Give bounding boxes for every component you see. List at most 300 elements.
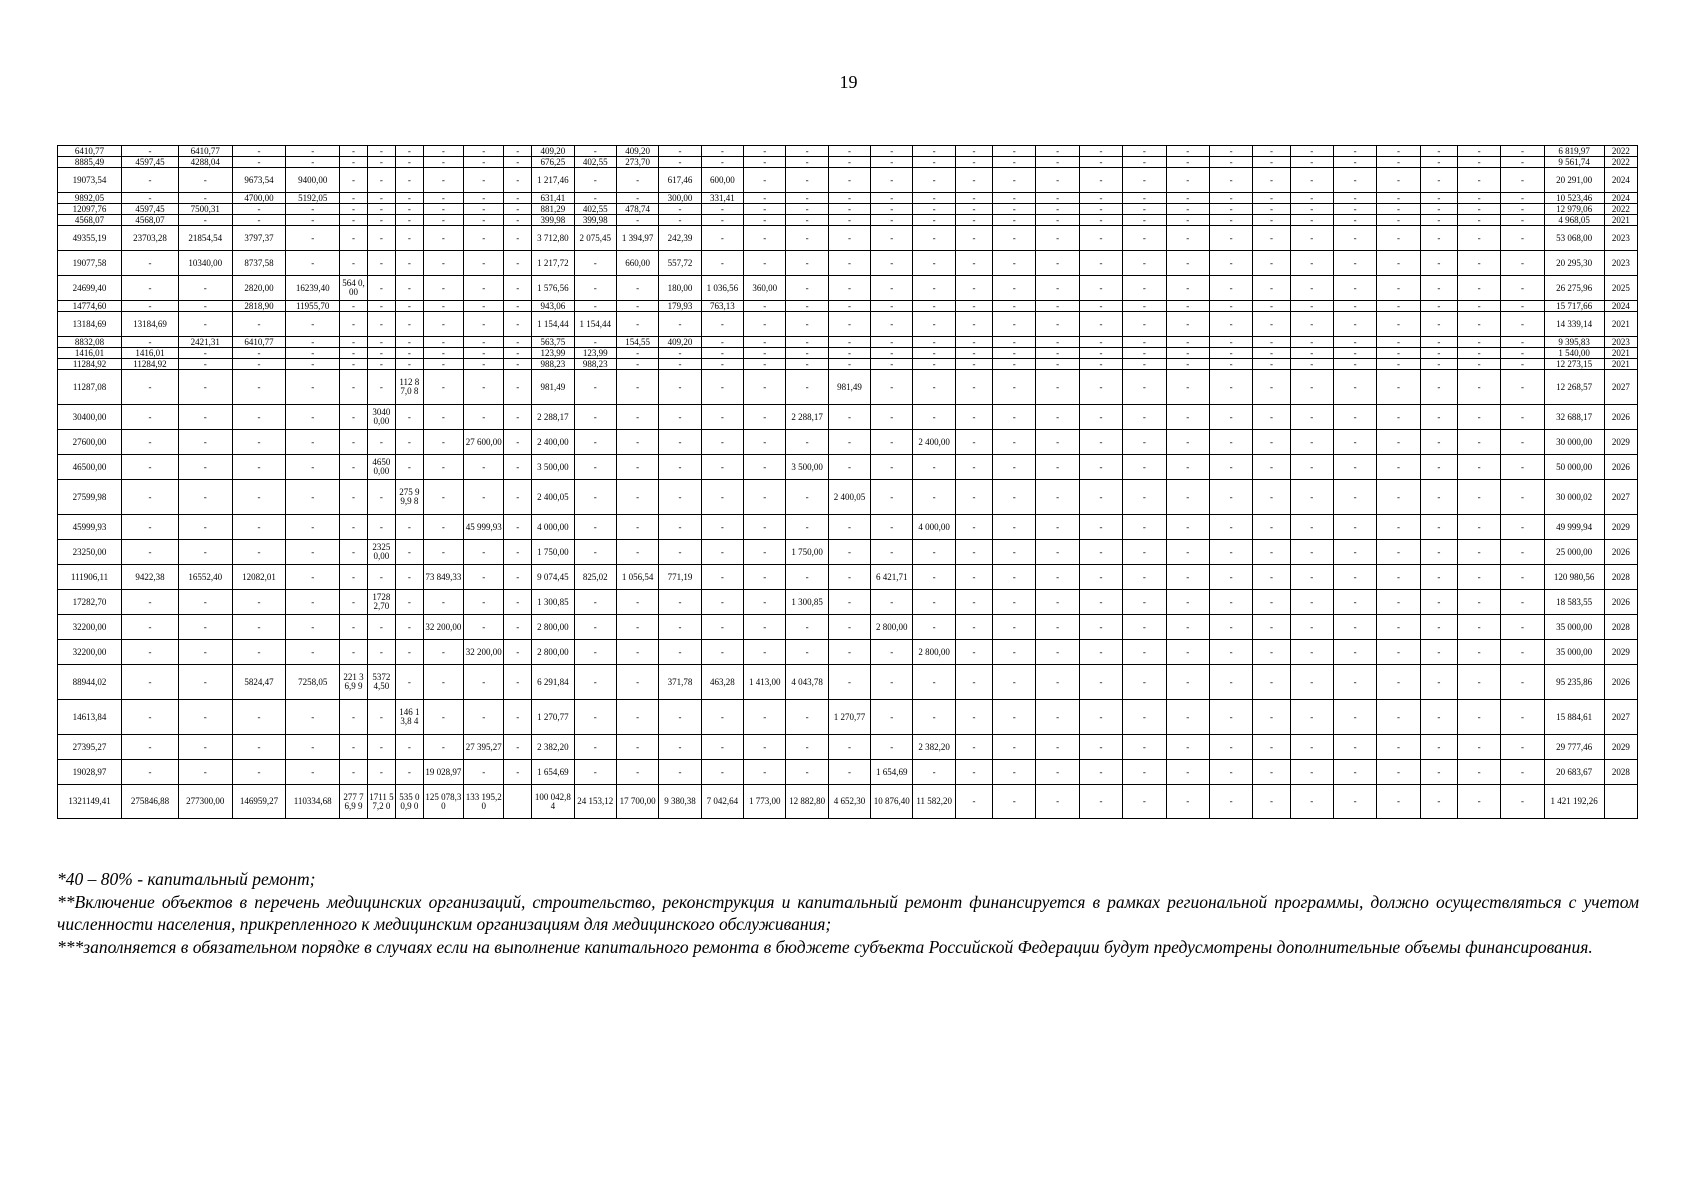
table-cell: - <box>232 760 286 785</box>
table-cell: - <box>1457 193 1500 204</box>
table-cell: - <box>1333 226 1376 251</box>
table-cell: - <box>367 226 395 251</box>
table-cell: - <box>1253 785 1290 819</box>
table-cell: 20 683,67 <box>1544 760 1604 785</box>
table-cell: 12 979,06 <box>1544 204 1604 215</box>
table-cell: 1 654,69 <box>871 760 913 785</box>
table-cell: - <box>659 204 701 215</box>
table-cell: - <box>1290 760 1333 785</box>
table-cell: 1 270,77 <box>532 700 574 735</box>
table-cell: 2029 <box>1604 735 1637 760</box>
table-cell: - <box>232 515 286 540</box>
table-cell: - <box>701 405 743 430</box>
table-cell: - <box>178 760 232 785</box>
table-cell: - <box>1457 204 1500 215</box>
table-cell: - <box>744 405 786 430</box>
table-cell: - <box>955 700 992 735</box>
table-cell: - <box>1209 565 1252 590</box>
table-cell: - <box>574 430 616 455</box>
table-cell: - <box>1166 785 1209 819</box>
table-cell: 564 0,00 <box>340 276 368 301</box>
table-cell: - <box>1036 251 1079 276</box>
table-cell: 2022 <box>1604 146 1637 157</box>
table-cell: - <box>1036 276 1079 301</box>
table-cell: 331,41 <box>701 193 743 204</box>
table-cell: - <box>1377 359 1420 370</box>
table-cell: 8832,08 <box>58 337 122 348</box>
table-cell: - <box>701 480 743 515</box>
table-cell: - <box>1166 348 1209 359</box>
table-cell: - <box>504 515 532 540</box>
table-cell: 2024 <box>1604 168 1637 193</box>
table-row <box>58 615 1638 640</box>
table-cell: - <box>574 735 616 760</box>
table-cell: - <box>232 480 286 515</box>
table-cell: 16552,40 <box>178 565 232 590</box>
table-cell: - <box>1333 276 1376 301</box>
table-cell: - <box>1290 348 1333 359</box>
table-cell: - <box>340 430 368 455</box>
table-cell: - <box>786 348 828 359</box>
table-cell: - <box>286 455 340 480</box>
table-cell: - <box>659 515 701 540</box>
table-cell: - <box>1290 515 1333 540</box>
table-cell: 3040 0,00 <box>367 405 395 430</box>
table-cell: - <box>178 665 232 700</box>
table-cell: - <box>828 590 870 615</box>
table-cell: - <box>395 590 423 615</box>
table-cell: - <box>1457 215 1500 226</box>
table-row <box>58 276 1638 301</box>
table-cell: - <box>1166 515 1209 540</box>
table-cell: 18 583,55 <box>1544 590 1604 615</box>
table-cell: - <box>955 735 992 760</box>
table-cell: - <box>828 204 870 215</box>
table-cell: - <box>1420 405 1457 430</box>
table-cell: - <box>1377 785 1420 819</box>
table-cell: - <box>913 370 955 405</box>
table-cell: - <box>464 665 504 700</box>
table-cell: - <box>395 615 423 640</box>
table-cell: 2 400,00 <box>913 430 955 455</box>
table-cell: - <box>616 405 658 430</box>
table-cell: 7 042,64 <box>701 785 743 819</box>
table-cell: - <box>616 700 658 735</box>
table-cell: - <box>1123 226 1166 251</box>
table-cell: - <box>701 735 743 760</box>
table-cell: - <box>1123 301 1166 312</box>
table-cell: - <box>993 146 1036 157</box>
table-cell: 1321149,41 <box>58 785 122 819</box>
table-cell: - <box>340 359 368 370</box>
table-cell: - <box>828 359 870 370</box>
table-cell: - <box>286 430 340 455</box>
table-row <box>58 157 1638 168</box>
table-cell: - <box>1079 455 1122 480</box>
table-cell: - <box>286 359 340 370</box>
table-cell: - <box>1377 215 1420 226</box>
table-cell: - <box>122 276 179 301</box>
table-cell: - <box>1501 455 1544 480</box>
table-cell: - <box>340 157 368 168</box>
table-cell: - <box>1290 615 1333 640</box>
table-cell: - <box>1290 540 1333 565</box>
table-cell: 19077,58 <box>58 251 122 276</box>
table-row <box>58 455 1638 480</box>
table-cell: - <box>1209 146 1252 157</box>
table-cell: - <box>340 312 368 337</box>
table-cell: - <box>1253 312 1290 337</box>
table-cell: - <box>701 430 743 455</box>
table-cell: - <box>1420 785 1457 819</box>
table-cell: - <box>1123 480 1166 515</box>
table-cell: 123,99 <box>532 348 574 359</box>
table-cell: - <box>504 405 532 430</box>
table-cell: 7258,05 <box>286 665 340 700</box>
table-cell: - <box>1166 370 1209 405</box>
table-cell: - <box>616 455 658 480</box>
table-cell: 111906,11 <box>58 565 122 590</box>
table-cell: - <box>1253 301 1290 312</box>
table-cell: 12 268,57 <box>1544 370 1604 405</box>
table-cell: - <box>1079 251 1122 276</box>
table-cell: - <box>367 760 395 785</box>
table-cell: - <box>786 157 828 168</box>
table-cell: - <box>1209 700 1252 735</box>
table-cell: - <box>367 157 395 168</box>
table-cell: - <box>1036 430 1079 455</box>
table-cell: - <box>1123 370 1166 405</box>
table-cell: 32200,00 <box>58 640 122 665</box>
table-cell: 277 76,9 9 <box>340 785 368 819</box>
table-cell: - <box>913 540 955 565</box>
table-cell: - <box>1501 359 1544 370</box>
table-cell: - <box>1420 301 1457 312</box>
table-cell: - <box>367 370 395 405</box>
table-cell: - <box>464 301 504 312</box>
table-cell: - <box>786 735 828 760</box>
table-cell: - <box>1123 348 1166 359</box>
table-cell: - <box>828 515 870 540</box>
table-cell: - <box>1079 226 1122 251</box>
table-cell: - <box>178 168 232 193</box>
table-cell: - <box>913 480 955 515</box>
table-row <box>58 735 1638 760</box>
table-cell: - <box>955 785 992 819</box>
table-cell: - <box>1457 700 1500 735</box>
table-cell: 45 999,93 <box>464 515 504 540</box>
table-cell: - <box>232 157 286 168</box>
table-cell: 2023 <box>1604 226 1637 251</box>
table-cell: - <box>1290 276 1333 301</box>
table-cell: - <box>367 565 395 590</box>
table-cell: - <box>701 359 743 370</box>
table-cell: - <box>786 430 828 455</box>
table-cell: - <box>178 590 232 615</box>
table-cell: - <box>504 301 532 312</box>
table-cell: - <box>232 312 286 337</box>
table-cell: - <box>1501 760 1544 785</box>
table-cell: - <box>871 168 913 193</box>
table-cell: - <box>955 276 992 301</box>
table-cell: - <box>1209 480 1252 515</box>
table-cell: - <box>1290 480 1333 515</box>
table-cell: 478,74 <box>616 204 658 215</box>
table-cell: - <box>232 615 286 640</box>
table-cell: - <box>1253 590 1290 615</box>
table-cell: - <box>464 348 504 359</box>
table-cell <box>1604 785 1637 819</box>
table-row <box>58 359 1638 370</box>
table-cell: - <box>1501 615 1544 640</box>
table-cell: - <box>1209 515 1252 540</box>
table-cell: - <box>616 301 658 312</box>
table-cell: - <box>1036 640 1079 665</box>
table-cell: - <box>1457 359 1500 370</box>
table-cell: - <box>1501 540 1544 565</box>
table-cell: 275 99,9 8 <box>395 480 423 515</box>
table-cell: - <box>423 480 463 515</box>
table-cell: - <box>955 565 992 590</box>
table-cell: - <box>993 640 1036 665</box>
table-cell: 2025 <box>1604 276 1637 301</box>
table-cell: 17282,70 <box>58 590 122 615</box>
table-cell: - <box>1420 515 1457 540</box>
table-cell: - <box>1333 615 1376 640</box>
table-cell: - <box>1209 370 1252 405</box>
table-cell: 27 600,00 <box>464 430 504 455</box>
table-cell: 14613,84 <box>58 700 122 735</box>
table-cell: 557,72 <box>659 251 701 276</box>
table-cell: - <box>786 565 828 590</box>
table-cell: 10340,00 <box>178 251 232 276</box>
table-cell: - <box>993 565 1036 590</box>
table-cell: - <box>340 760 368 785</box>
table-cell: - <box>232 700 286 735</box>
table-cell: - <box>1333 146 1376 157</box>
table-cell: 242,39 <box>659 226 701 251</box>
table-cell: 95 235,86 <box>1544 665 1604 700</box>
table-cell: - <box>1377 348 1420 359</box>
table-cell: - <box>659 590 701 615</box>
table-cell: 125 078,30 <box>423 785 463 819</box>
table-cell: - <box>1123 204 1166 215</box>
table-cell: - <box>1036 515 1079 540</box>
table-cell: - <box>1079 430 1122 455</box>
table-cell: - <box>1420 215 1457 226</box>
table-cell: - <box>1166 168 1209 193</box>
table-row <box>58 540 1638 565</box>
table-cell: - <box>828 640 870 665</box>
table-cell: - <box>913 337 955 348</box>
table-cell: - <box>122 301 179 312</box>
table-cell: - <box>1420 157 1457 168</box>
table-cell: - <box>464 276 504 301</box>
table-cell: 988,23 <box>574 359 616 370</box>
table-cell: - <box>993 515 1036 540</box>
table-cell: 2 400,05 <box>532 480 574 515</box>
table-cell: 32 200,00 <box>423 615 463 640</box>
table-cell: 1 394,97 <box>616 226 658 251</box>
table-cell: 2 400,00 <box>532 430 574 455</box>
table-cell: - <box>744 146 786 157</box>
table-cell: - <box>913 405 955 430</box>
data-table <box>57 145 1638 819</box>
table-cell: 2 800,00 <box>913 640 955 665</box>
table-cell: 1416,01 <box>122 348 179 359</box>
table-cell: 617,46 <box>659 168 701 193</box>
table-cell: 1 270,77 <box>828 700 870 735</box>
table-cell: - <box>744 226 786 251</box>
table-cell: - <box>993 157 1036 168</box>
table-cell: 463,28 <box>701 665 743 700</box>
table-cell: 2029 <box>1604 640 1637 665</box>
table-cell: - <box>504 590 532 615</box>
table-cell: 300,00 <box>659 193 701 204</box>
table-cell: - <box>616 359 658 370</box>
table-cell: 402,55 <box>574 157 616 168</box>
table-cell: - <box>1036 760 1079 785</box>
table-cell: - <box>659 146 701 157</box>
table-cell: - <box>744 312 786 337</box>
table-cell: - <box>286 590 340 615</box>
table-cell: - <box>616 760 658 785</box>
table-cell: 371,78 <box>659 665 701 700</box>
table-cell: 2 800,00 <box>871 615 913 640</box>
table-cell: - <box>504 157 532 168</box>
table-cell: - <box>955 215 992 226</box>
table-cell: - <box>786 226 828 251</box>
table-cell: - <box>1290 168 1333 193</box>
table-cell: - <box>122 168 179 193</box>
table-cell: - <box>1079 370 1122 405</box>
table-cell: - <box>993 665 1036 700</box>
table-cell: - <box>1501 337 1544 348</box>
table-cell: - <box>504 359 532 370</box>
table-cell: 146 13,8 4 <box>395 700 423 735</box>
table-cell: - <box>1209 204 1252 215</box>
table-cell: - <box>1290 565 1333 590</box>
table-cell: 25 000,00 <box>1544 540 1604 565</box>
table-cell: 9400,00 <box>286 168 340 193</box>
table-cell: - <box>178 215 232 226</box>
table-cell: - <box>955 312 992 337</box>
table-cell: - <box>955 540 992 565</box>
table-cell: - <box>340 301 368 312</box>
table-cell: - <box>701 337 743 348</box>
table-cell: - <box>955 146 992 157</box>
table-cell: 11284,92 <box>58 359 122 370</box>
table-cell: - <box>464 168 504 193</box>
table-cell: 100 042,84 <box>532 785 574 819</box>
table-cell: - <box>286 157 340 168</box>
table-cell: - <box>1253 515 1290 540</box>
table-cell: - <box>1036 540 1079 565</box>
table-cell: - <box>1123 168 1166 193</box>
table-cell: 32 200,00 <box>464 640 504 665</box>
table-cell: - <box>1166 146 1209 157</box>
table-cell: - <box>1253 405 1290 430</box>
table-cell: - <box>871 157 913 168</box>
table-cell: - <box>828 146 870 157</box>
table-cell: - <box>1253 215 1290 226</box>
table-cell: - <box>423 640 463 665</box>
table-row <box>58 640 1638 665</box>
table-cell: - <box>1457 515 1500 540</box>
table-cell: - <box>286 204 340 215</box>
table-cell: - <box>1333 590 1376 615</box>
table-cell: - <box>464 204 504 215</box>
table-cell: - <box>423 590 463 615</box>
table-cell: - <box>1036 565 1079 590</box>
table-cell: - <box>1290 204 1333 215</box>
table-cell: - <box>913 615 955 640</box>
table-cell: 2021 <box>1604 215 1637 226</box>
table-cell: 7500,31 <box>178 204 232 215</box>
table-cell: - <box>1079 359 1122 370</box>
table-cell: - <box>340 193 368 204</box>
table-cell: - <box>178 359 232 370</box>
table-cell: 399,98 <box>574 215 616 226</box>
table-cell: 46500,00 <box>58 455 122 480</box>
table-cell: - <box>744 251 786 276</box>
table-row <box>58 348 1638 359</box>
table-cell: - <box>423 276 463 301</box>
table-cell: - <box>913 251 955 276</box>
table-cell: - <box>1166 430 1209 455</box>
table-cell: - <box>574 480 616 515</box>
table-cell: - <box>286 565 340 590</box>
table-cell: - <box>1209 665 1252 700</box>
table-cell: - <box>744 735 786 760</box>
table-cell: 9 380,38 <box>659 785 701 819</box>
table-cell: - <box>178 515 232 540</box>
table-cell: - <box>574 455 616 480</box>
table-cell: 6 291,84 <box>532 665 574 700</box>
table-cell: 2028 <box>1604 760 1637 785</box>
table-cell: - <box>701 540 743 565</box>
table-cell: 9673,54 <box>232 168 286 193</box>
table-cell: 563,75 <box>532 337 574 348</box>
table-cell: - <box>993 193 1036 204</box>
table-cell: - <box>1123 700 1166 735</box>
table-cell: - <box>423 540 463 565</box>
table-cell: 1 154,44 <box>574 312 616 337</box>
table-cell: 1 773,00 <box>744 785 786 819</box>
table-cell: - <box>1501 157 1544 168</box>
table-cell: 27599,98 <box>58 480 122 515</box>
table-cell: - <box>1501 370 1544 405</box>
table-cell: - <box>1290 700 1333 735</box>
table-cell: - <box>744 430 786 455</box>
table-cell: - <box>1377 665 1420 700</box>
table-cell: - <box>993 480 1036 515</box>
table-cell: - <box>423 168 463 193</box>
table-cell: 8737,58 <box>232 251 286 276</box>
table-cell: 2 075,45 <box>574 226 616 251</box>
table-cell: - <box>1166 760 1209 785</box>
table-cell: - <box>993 168 1036 193</box>
table-row <box>58 590 1638 615</box>
table-cell: 2 288,17 <box>532 405 574 430</box>
table-cell: - <box>1501 215 1544 226</box>
table-cell: - <box>423 455 463 480</box>
table-cell: 19 028,97 <box>423 760 463 785</box>
table-cell: 1 217,72 <box>532 251 574 276</box>
table-cell: - <box>423 204 463 215</box>
table-cell: - <box>423 515 463 540</box>
table-cell: - <box>1333 204 1376 215</box>
